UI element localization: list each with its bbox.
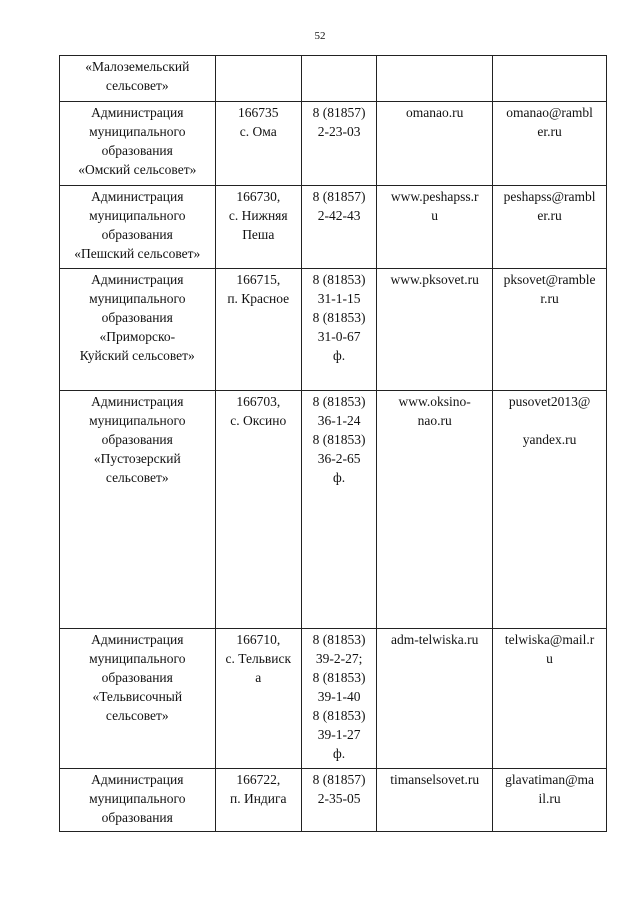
- phone-cell: [301, 56, 376, 102]
- org-name-cell: Администрация муниципального образования «Пустозерский сельсовет»: [60, 391, 216, 629]
- address-cell: 166715, п. Красное: [215, 269, 301, 391]
- website-cell: www.pksovet.ru: [377, 269, 493, 391]
- phone-cell: 8 (81853) 36-1-24 8 (81853) 36-2-65 ф.: [301, 391, 376, 629]
- org-name-cell: Администрация муниципального образования «Омский сельсовет»: [60, 102, 216, 186]
- table-row: [60, 769, 607, 832]
- table-row: [60, 629, 607, 769]
- org-name-cell: Администрация муниципального образования: [60, 769, 216, 832]
- phone-cell: 8 (81857) 2-23-03: [301, 102, 376, 186]
- website-cell: omanao.ru: [377, 102, 493, 186]
- phone-cell: 8 (81857) 2-42-43: [301, 186, 376, 269]
- address-cell: 166722, п. Индига: [215, 769, 301, 832]
- website-cell: www.peshapss.r u: [377, 186, 493, 269]
- contacts-table: [59, 55, 607, 832]
- address-cell: 166735 с. Ома: [215, 102, 301, 186]
- email-cell: [493, 56, 607, 102]
- table-row: [60, 56, 607, 102]
- website-cell: adm-telwiska.ru: [377, 629, 493, 769]
- org-name-cell: Администрация муниципального образования «Приморско- Куйский сельсовет»: [60, 269, 216, 391]
- org-name-cell: «Малоземельский сельсовет»: [60, 56, 216, 102]
- phone-cell: 8 (81853) 31-1-15 8 (81853) 31-0-67 ф.: [301, 269, 376, 391]
- website-cell: timanselsovet.ru: [377, 769, 493, 832]
- website-cell: www.oksino- nao.ru: [377, 391, 493, 629]
- org-name-cell: Администрация муниципального образования «Пешский сельсовет»: [60, 186, 216, 269]
- table-row: [60, 186, 607, 269]
- email-cell: pusovet2013@ yandex.ru: [493, 391, 607, 629]
- page-number: 52: [314, 30, 326, 42]
- address-cell: [215, 56, 301, 102]
- org-name-cell: Администрация муниципального образования «Тельвисочный сельсовет»: [60, 629, 216, 769]
- phone-cell: 8 (81853) 39-2-27; 8 (81853) 39-1-40 8 (81853) 39-1-27 ф.: [301, 629, 376, 769]
- email-cell: glavatiman@ma il.ru: [493, 769, 607, 832]
- address-cell: 166703, с. Оксино: [215, 391, 301, 629]
- address-cell: 166710, с. Тельвиск а: [215, 629, 301, 769]
- table-row: [60, 391, 607, 629]
- website-cell: [377, 56, 493, 102]
- table-row: [60, 102, 607, 186]
- email-cell: telwiska@mail.r u: [493, 629, 607, 769]
- email-cell: omanao@rambl er.ru: [493, 102, 607, 186]
- email-cell: peshapss@rambl er.ru: [493, 186, 607, 269]
- address-cell: 166730, с. Нижняя Пеша: [215, 186, 301, 269]
- phone-cell: 8 (81857) 2-35-05: [301, 769, 376, 832]
- email-cell: pksovet@ramble r.ru: [493, 269, 607, 391]
- table-row: [60, 269, 607, 391]
